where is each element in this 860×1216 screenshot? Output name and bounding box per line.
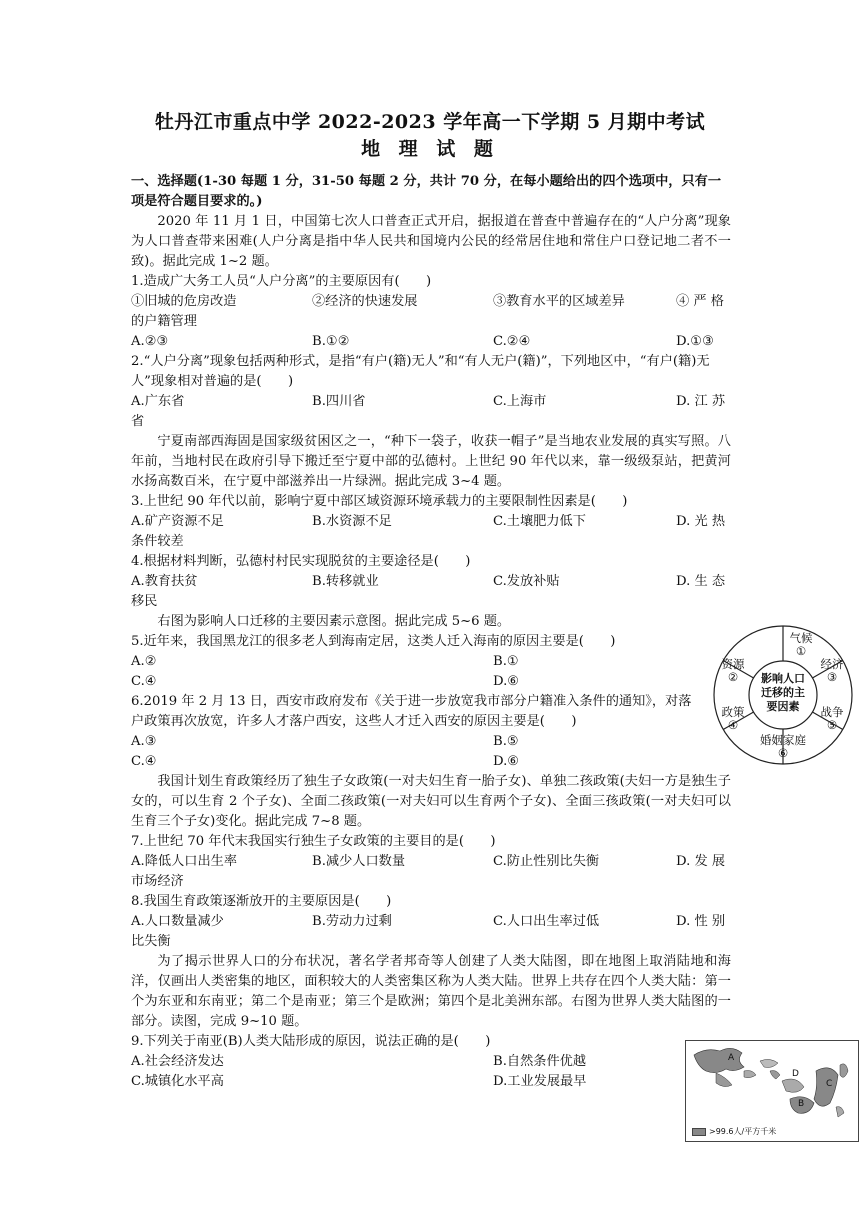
q3-tail: 条件较差 bbox=[131, 534, 184, 549]
section-heading: 一、选择题(1-30 每题 1 分，31-50 每题 2 分，共计 70 分，在每小题给出的四个选项中，只有一项是符合题目要求的。) bbox=[131, 174, 722, 209]
option: C.城镇化水平高 bbox=[131, 1074, 224, 1089]
exam-title: 牡丹江市重点中学 2022-2023 学年高一下学期 5 月期中考试 bbox=[154, 111, 706, 133]
q9-options-row1 bbox=[131, 1052, 731, 1072]
segment-num: ③ bbox=[826, 670, 838, 684]
option: D. 光 热 bbox=[676, 514, 726, 529]
q1-item: ④ 严 格 bbox=[676, 294, 724, 309]
q4-options bbox=[131, 572, 731, 592]
q1-item: ③教育水平的区域差异 bbox=[493, 294, 625, 309]
option: C.防止性别比失衡 bbox=[493, 854, 600, 869]
segment-policy bbox=[717, 706, 749, 732]
option: B.减少人口数量 bbox=[312, 854, 406, 869]
option: A.教育扶贫 bbox=[131, 574, 198, 589]
option: D. 生 态 bbox=[676, 574, 726, 589]
option: C.上海市 bbox=[493, 394, 547, 409]
q1-items bbox=[131, 292, 731, 312]
center-line: 影响人口 bbox=[761, 672, 805, 685]
option: D.⑥ bbox=[493, 754, 520, 769]
segment-economy bbox=[816, 658, 848, 684]
q9-options-row2 bbox=[131, 1072, 731, 1092]
segment-marriage-family bbox=[758, 734, 808, 760]
q8-stem: 8.我国生育政策逐渐放开的主要原因是( ) bbox=[131, 894, 392, 909]
option: C.②④ bbox=[493, 334, 531, 349]
map-label-d: D bbox=[792, 1069, 799, 1079]
option: D.①③ bbox=[676, 334, 714, 349]
segment-num: ② bbox=[727, 670, 739, 684]
option: C.④ bbox=[131, 754, 157, 769]
material-3: 右图为影响人口迁移的主要因素示意图。据此完成 5~6 题。 bbox=[157, 614, 511, 629]
segment-num: ⑤ bbox=[826, 718, 838, 732]
q5-stem: 5.近年来，我国黑龙江的很多老人到海南定居，这类人迁入海南的原因主要是( ) bbox=[131, 634, 616, 649]
q5-options-row1 bbox=[131, 652, 731, 672]
option: A.③ bbox=[131, 734, 157, 749]
wheel-center-label bbox=[753, 672, 813, 714]
segment-war bbox=[816, 706, 848, 732]
option: A.社会经济发达 bbox=[131, 1054, 224, 1069]
segment-resources bbox=[717, 658, 749, 684]
option: A.②③ bbox=[131, 334, 169, 349]
option: D.工业发展最早 bbox=[493, 1074, 587, 1089]
segment-num: ④ bbox=[727, 718, 739, 732]
q8-options bbox=[131, 912, 731, 932]
segment-num: ① bbox=[795, 644, 807, 658]
option: B.水资源不足 bbox=[312, 514, 392, 529]
center-line: 迁移的主 bbox=[761, 686, 805, 699]
option: B.劳动力过剩 bbox=[312, 914, 392, 929]
option: D. 性 别 bbox=[676, 914, 726, 929]
option: A.广东省 bbox=[131, 394, 185, 409]
material-4: 我国计划生育政策经历了独生子女政策(一对夫妇生育一胎子女)、单独二孩政策(夫妇一方是独生子女的，可以生育 2 个子女)、全面二孩政策(一对夫妇可以生育两个子女)、全面三孩政策(一对夫妇可以生育三个子女)变化。据此完成 7~8 题。 bbox=[131, 774, 731, 829]
map-label-b: B bbox=[798, 1099, 805, 1109]
q6-options-row1 bbox=[131, 732, 731, 752]
material-2: 宁夏南部西海固是国家级贫困区之一，“种下一袋子，收获一帽子”是当地农业发展的真实写照。八年前，当地村民在政府引导下搬迁至宁夏中部的弘德村。上世纪 90 年代以来，靠一级级泵站，把黄河水扬高数百米，在宁夏中部滋养出一片绿洲。据此完成 3~4 题。 bbox=[131, 434, 731, 489]
q9-stem: 9.下列关于南亚(B)人类大陆形成的原因，说法正确的是( ) bbox=[131, 1034, 491, 1049]
option: B.自然条件优越 bbox=[493, 1054, 587, 1069]
q7-options bbox=[131, 852, 731, 872]
option: B.① bbox=[493, 654, 519, 669]
q8-tail: 比失衡 bbox=[131, 934, 171, 949]
material-1: 2020 年 11 月 1 日，中国第七次人口普查正式开启，据报道在普查中普遍存在的“人户分离”现象为人口普查带来困难(人户分离是指中华人民共和国境内公民的经常居住地和常住户口登记地二者不一致)。据此完成 1~2 题。 bbox=[131, 214, 731, 269]
option: A.人口数量减少 bbox=[131, 914, 224, 929]
exam-subtitle: 地 理 试 题 bbox=[361, 138, 499, 160]
segment-name: 资源 bbox=[721, 657, 745, 671]
q6-stem: 6.2019 年 2 月 13 日，西安市政府发布《关于进一步放宽我市部分户籍准入条件的通知》，对落户政策再次放宽，许多人才落户西安，这些人才迁入西安的原因主要是( ) bbox=[131, 694, 692, 729]
q7-tail: 市场经济 bbox=[131, 874, 184, 889]
option: A.② bbox=[131, 654, 157, 669]
option: C.④ bbox=[131, 674, 157, 689]
option: B.四川省 bbox=[312, 394, 366, 409]
q4-stem: 4.根据材料判断，弘德村村民实现脱贫的主要途径是( ) bbox=[131, 554, 471, 569]
center-line: 要因素 bbox=[766, 700, 800, 713]
segment-climate bbox=[784, 632, 818, 658]
q1-stem: 1.造成广大务工人员“人户分离”的主要原因有( ) bbox=[131, 274, 432, 289]
q2-tail: 省 bbox=[131, 414, 145, 429]
q1-items-tail: 的户籍管理 bbox=[131, 314, 197, 329]
option: C.发放补贴 bbox=[493, 574, 560, 589]
segment-name: 婚姻家庭 bbox=[760, 733, 806, 747]
q2-stem: 2.“人户分离”现象包括两种形式，是指“有户(籍)无人”和“有人无户(籍)”，下列地区中，“有户(籍)无人”现象相对普遍的是( ) bbox=[131, 354, 710, 389]
q6-options-row2 bbox=[131, 752, 731, 772]
q4-tail: 移民 bbox=[131, 594, 158, 609]
q3-stem: 3.上世纪 90 年代以前，影响宁夏中部区域资源环境承载力的主要限制性因素是( ) bbox=[131, 494, 628, 509]
human-continents-map bbox=[685, 1040, 859, 1142]
segment-name: 气候 bbox=[789, 631, 813, 645]
option: D. 江 苏 bbox=[676, 394, 726, 409]
segment-name: 经济 bbox=[820, 657, 844, 671]
map-label-a: A bbox=[728, 1053, 735, 1063]
segment-name: 战争 bbox=[820, 705, 844, 719]
option: D.⑥ bbox=[493, 674, 520, 689]
q5-options-row2 bbox=[131, 672, 731, 692]
option: D. 发 展 bbox=[676, 854, 726, 869]
q3-options bbox=[131, 512, 731, 532]
q7-stem: 7.上世纪 70 年代末我国实行独生子女政策的主要目的是( ) bbox=[131, 834, 496, 849]
material-5: 为了揭示世界人口的分布状况，著名学者邦奇等人创建了人类大陆图，即在地图上取消陆地和海洋，仅画出人类密集的地区，面积较大的人类密集区称为人类大陆。世界上共存在四个人类大陆：第一个为东亚和东南亚；第二个是南亚；第三个是欧洲；第四个是北美洲东部。右图为世界人类大陆图的一部分。读图，完成 9~10 题。 bbox=[131, 954, 731, 1029]
option: C.人口出生率过低 bbox=[493, 914, 600, 929]
exam-content bbox=[131, 172, 731, 1092]
legend-swatch bbox=[692, 1128, 706, 1136]
option: B.①② bbox=[312, 334, 350, 349]
option: B.⑤ bbox=[493, 734, 519, 749]
q1-item: ②经济的快速发展 bbox=[312, 294, 418, 309]
option: C.土壤肥力低下 bbox=[493, 514, 586, 529]
option: A.降低人口出生率 bbox=[131, 854, 238, 869]
map-label-c: C bbox=[826, 1079, 833, 1089]
option: A.矿产资源不足 bbox=[131, 514, 224, 529]
segment-num: ⑥ bbox=[777, 746, 789, 760]
map-legend bbox=[692, 1126, 776, 1137]
migration-factors-diagram bbox=[712, 624, 854, 766]
legend-text: >99.6人/平方千米 bbox=[709, 1127, 777, 1136]
option: B.转移就业 bbox=[312, 574, 379, 589]
q1-options bbox=[131, 332, 731, 352]
segment-name: 政策 bbox=[721, 705, 745, 719]
q1-item: ①旧城的危房改造 bbox=[131, 294, 237, 309]
q2-options bbox=[131, 392, 731, 412]
